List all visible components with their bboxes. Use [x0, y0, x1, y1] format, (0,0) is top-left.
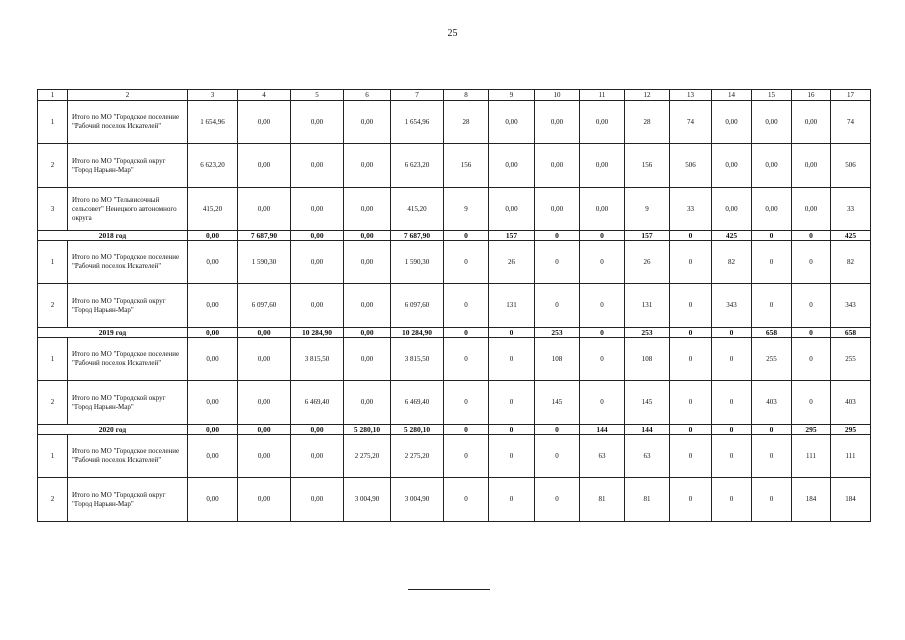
table-cell: 0: [489, 435, 535, 478]
table-cell: 343: [831, 284, 871, 328]
table-cell: 1 590,30: [238, 241, 291, 284]
table-cell: 425: [712, 231, 752, 241]
table-cell: 0: [752, 231, 792, 241]
table-cell: 0,00: [291, 144, 344, 188]
table-cell: 6 469,40: [291, 381, 344, 425]
table-cell: 12: [625, 90, 670, 101]
table-cell: 0: [752, 241, 792, 284]
table-cell: 0,00: [535, 188, 580, 231]
table-cell: 0,00: [344, 328, 391, 338]
table-cell: 0,00: [238, 478, 291, 522]
table-cell: 26: [489, 241, 535, 284]
table-cell: 0,00: [489, 144, 535, 188]
table-cell: Итого по МО "Городской округ "Город Нарьян-Мар": [68, 284, 188, 328]
table-cell: 0: [489, 338, 535, 381]
year-total-row: [38, 231, 871, 241]
table-cell: 403: [831, 381, 871, 425]
table-row: [38, 435, 871, 478]
table-cell: 2: [38, 284, 68, 328]
table-cell: 10: [535, 90, 580, 101]
table-cell: 2: [38, 144, 68, 188]
table-cell: 6 097,60: [238, 284, 291, 328]
table-cell: 145: [535, 381, 580, 425]
table-cell: 253: [535, 328, 580, 338]
table-cell: 253: [625, 328, 670, 338]
table-cell: 0,00: [238, 435, 291, 478]
table-cell: 0: [670, 381, 712, 425]
table-cell: 184: [792, 478, 831, 522]
table-cell: Итого по МО "Городское поселение "Рабочий поселок Искателей": [68, 241, 188, 284]
table-cell: 0,00: [489, 188, 535, 231]
table-cell: 33: [831, 188, 871, 231]
table-cell: 0,00: [188, 241, 238, 284]
table-row: [38, 241, 871, 284]
table-cell: 2: [38, 381, 68, 425]
table-cell: 156: [444, 144, 489, 188]
table-cell: 156: [625, 144, 670, 188]
table-cell: 255: [752, 338, 792, 381]
table-cell: 0,00: [344, 101, 391, 144]
table-cell: 0,00: [291, 231, 344, 241]
table-cell: 3 815,50: [291, 338, 344, 381]
table-cell: 33: [670, 188, 712, 231]
table-cell: 0: [712, 435, 752, 478]
table-cell: 343: [712, 284, 752, 328]
table-cell: 0: [489, 381, 535, 425]
table-cell: 0: [792, 381, 831, 425]
table-row: [38, 188, 871, 231]
table-cell: 0,00: [291, 478, 344, 522]
year-total-row: [38, 328, 871, 338]
page-number: 25: [447, 28, 458, 39]
table-cell: Итого по МО "Городской округ "Город Нарьян-Мар": [68, 144, 188, 188]
table-cell: 0: [752, 425, 792, 435]
table-cell: 0,00: [792, 144, 831, 188]
table-cell: 0,00: [792, 101, 831, 144]
table-cell: 0,00: [344, 338, 391, 381]
table-cell: 658: [752, 328, 792, 338]
table-cell: 1: [38, 435, 68, 478]
table-cell: 0,00: [344, 241, 391, 284]
table-cell: 0,00: [712, 188, 752, 231]
table-row: [38, 284, 871, 328]
table-cell: 0: [489, 328, 535, 338]
table-cell: 5: [291, 90, 344, 101]
table-cell: 0,00: [238, 338, 291, 381]
table-cell: Итого по МО "Городской округ "Город Нарьян-Мар": [68, 381, 188, 425]
table-cell: 0,00: [291, 188, 344, 231]
table-cell: 2: [38, 478, 68, 522]
table-cell: 0,00: [580, 101, 625, 144]
table-cell: 16: [792, 90, 831, 101]
table-cell: 0: [444, 381, 489, 425]
table-cell: 506: [831, 144, 871, 188]
table-cell: 144: [625, 425, 670, 435]
table-cell: 81: [625, 478, 670, 522]
table-cell: 0,00: [238, 381, 291, 425]
table-cell: 145: [625, 381, 670, 425]
table-cell: 0,00: [291, 241, 344, 284]
table-cell: 28: [625, 101, 670, 144]
table-cell: 13: [670, 90, 712, 101]
table-cell: 6 469,40: [391, 381, 444, 425]
table-cell: 0: [444, 425, 489, 435]
table-cell: 0: [580, 284, 625, 328]
table-cell: 0: [752, 435, 792, 478]
table-cell: 0: [444, 435, 489, 478]
table-cell: 74: [831, 101, 871, 144]
table-cell: 0,00: [291, 101, 344, 144]
table-cell: 0: [670, 241, 712, 284]
table-cell: 0: [712, 478, 752, 522]
table-cell: 0: [670, 338, 712, 381]
table-cell: 0,00: [238, 188, 291, 231]
table-row: [38, 478, 871, 522]
table-cell: 0,00: [188, 338, 238, 381]
table-cell: 3 815,50: [391, 338, 444, 381]
table-cell: 0: [792, 338, 831, 381]
table-cell: 6 097,60: [391, 284, 444, 328]
table-cell: 131: [489, 284, 535, 328]
table-cell: 415,20: [391, 188, 444, 231]
table-cell: 0: [670, 231, 712, 241]
table-cell: 0,00: [188, 435, 238, 478]
table-cell: 0,00: [580, 188, 625, 231]
table-cell: 11: [580, 90, 625, 101]
table-cell: 0: [535, 284, 580, 328]
table-cell: 0: [444, 328, 489, 338]
table-cell: 2019 год: [38, 328, 188, 338]
table-cell: 425: [831, 231, 871, 241]
data-table: [37, 89, 871, 522]
table-cell: 10 284,90: [391, 328, 444, 338]
table-cell: 0: [444, 478, 489, 522]
table-cell: 0,00: [535, 144, 580, 188]
table-cell: 0: [580, 328, 625, 338]
table-cell: 1 654,96: [391, 101, 444, 144]
table-cell: 14: [712, 90, 752, 101]
table-cell: 1: [38, 338, 68, 381]
table-cell: 0,00: [188, 284, 238, 328]
table-cell: 0: [670, 435, 712, 478]
table-cell: 82: [712, 241, 752, 284]
table-header-row: [38, 90, 871, 101]
table-cell: 111: [831, 435, 871, 478]
table-cell: 0: [580, 381, 625, 425]
table-cell: 184: [831, 478, 871, 522]
table-cell: 0: [535, 231, 580, 241]
table-cell: 1 654,96: [188, 101, 238, 144]
table-cell: 0: [792, 241, 831, 284]
table-cell: 0: [712, 381, 752, 425]
table-cell: 1: [38, 90, 68, 101]
table-cell: 0,00: [238, 328, 291, 338]
table-cell: 415,20: [188, 188, 238, 231]
table-cell: 108: [625, 338, 670, 381]
table-cell: 3: [38, 188, 68, 231]
table-cell: 9: [444, 188, 489, 231]
table-cell: 157: [625, 231, 670, 241]
table-cell: 0,00: [344, 188, 391, 231]
table-cell: 26: [625, 241, 670, 284]
table-cell: 0,00: [752, 144, 792, 188]
table-cell: 0: [489, 425, 535, 435]
table-cell: 0: [670, 425, 712, 435]
table-row: [38, 338, 871, 381]
table-cell: 63: [580, 435, 625, 478]
table-cell: 81: [580, 478, 625, 522]
table-cell: 0: [792, 328, 831, 338]
table-cell: 111: [792, 435, 831, 478]
table-cell: 506: [670, 144, 712, 188]
table-cell: 255: [831, 338, 871, 381]
table-cell: 0: [670, 284, 712, 328]
table-cell: 0: [444, 241, 489, 284]
table-cell: 0: [535, 425, 580, 435]
table-cell: 7: [391, 90, 444, 101]
table-cell: 0: [712, 328, 752, 338]
table-cell: 0,00: [489, 101, 535, 144]
table-cell: 17: [831, 90, 871, 101]
table-cell: 0,00: [238, 101, 291, 144]
table-cell: 0,00: [712, 101, 752, 144]
table-cell: 2 275,20: [391, 435, 444, 478]
table-cell: 8: [444, 90, 489, 101]
table-cell: 2 275,20: [344, 435, 391, 478]
table-cell: 0,00: [188, 381, 238, 425]
table-cell: 3 004,90: [391, 478, 444, 522]
table-cell: 2: [68, 90, 188, 101]
table-cell: Итого по МО "Городское поселение "Рабочий поселок Искателей": [68, 101, 188, 144]
table-cell: 3 004,90: [344, 478, 391, 522]
table-cell: 6 623,20: [188, 144, 238, 188]
table-cell: 4: [238, 90, 291, 101]
table-cell: 0: [444, 231, 489, 241]
table-cell: 0,00: [752, 101, 792, 144]
table-cell: 295: [792, 425, 831, 435]
table-cell: 6 623,20: [391, 144, 444, 188]
table-cell: 0,00: [712, 144, 752, 188]
table-cell: Итого по МО "Городское поселение "Рабочий поселок Искателей": [68, 338, 188, 381]
table-row: [38, 101, 871, 144]
table-cell: 5 280,10: [391, 425, 444, 435]
table-cell: 0: [444, 284, 489, 328]
table-cell: 0,00: [291, 425, 344, 435]
table-cell: 0,00: [188, 231, 238, 241]
table-cell: 3: [188, 90, 238, 101]
table-row: [38, 381, 871, 425]
table-cell: 0: [535, 435, 580, 478]
table-cell: 0,00: [238, 425, 291, 435]
table-cell: 0: [444, 338, 489, 381]
table-cell: 0,00: [188, 478, 238, 522]
table-cell: 0,00: [291, 284, 344, 328]
table-cell: 9: [489, 90, 535, 101]
table-cell: 1 590,30: [391, 241, 444, 284]
table-cell: 295: [831, 425, 871, 435]
table-cell: 2020 год: [38, 425, 188, 435]
table-cell: 0: [792, 284, 831, 328]
table-cell: 7 687,90: [238, 231, 291, 241]
table-cell: 0: [712, 338, 752, 381]
table-cell: 0: [489, 478, 535, 522]
table-cell: 82: [831, 241, 871, 284]
table-cell: 108: [535, 338, 580, 381]
table-cell: 144: [580, 425, 625, 435]
table-cell: 0: [752, 284, 792, 328]
table-cell: 0: [670, 328, 712, 338]
year-total-row: [38, 425, 871, 435]
table-cell: 9: [625, 188, 670, 231]
table-cell: 2018 год: [38, 231, 188, 241]
table-cell: 28: [444, 101, 489, 144]
table-cell: Итого по МО "Тельвисочный сельсовет" Ненецкого автономного округа: [68, 188, 188, 231]
table-cell: 0,00: [344, 381, 391, 425]
table-cell: 0,00: [188, 425, 238, 435]
table-cell: 0,00: [580, 144, 625, 188]
table-cell: 658: [831, 328, 871, 338]
table-cell: 0: [580, 231, 625, 241]
table-cell: 1: [38, 101, 68, 144]
table-cell: 0,00: [291, 435, 344, 478]
table-cell: 0,00: [792, 188, 831, 231]
footer-divider: [408, 589, 490, 590]
table-cell: 74: [670, 101, 712, 144]
table-cell: 0,00: [344, 284, 391, 328]
table-cell: 0: [535, 241, 580, 284]
table-row: [38, 144, 871, 188]
table-cell: 0: [670, 478, 712, 522]
table-cell: 0,00: [752, 188, 792, 231]
table-cell: 0,00: [535, 101, 580, 144]
table-cell: 6: [344, 90, 391, 101]
table-cell: 0: [580, 338, 625, 381]
table-cell: 0: [792, 231, 831, 241]
table-cell: 157: [489, 231, 535, 241]
table-cell: 0: [712, 425, 752, 435]
table-cell: 15: [752, 90, 792, 101]
table-cell: 10 284,90: [291, 328, 344, 338]
table-cell: 0,00: [344, 144, 391, 188]
table-cell: Итого по МО "Городской округ "Город Нарьян-Мар": [68, 478, 188, 522]
table-cell: 0,00: [188, 328, 238, 338]
table-cell: 403: [752, 381, 792, 425]
table-cell: 0,00: [344, 231, 391, 241]
table-cell: 0: [580, 241, 625, 284]
table-cell: 0: [752, 478, 792, 522]
table-cell: Итого по МО "Городское поселение "Рабочий поселок Искателей": [68, 435, 188, 478]
table-cell: 5 280,10: [344, 425, 391, 435]
table-cell: 7 687,90: [391, 231, 444, 241]
table-cell: 131: [625, 284, 670, 328]
table-cell: 0,00: [238, 144, 291, 188]
table-cell: 63: [625, 435, 670, 478]
table-cell: 0: [535, 478, 580, 522]
table-cell: 1: [38, 241, 68, 284]
